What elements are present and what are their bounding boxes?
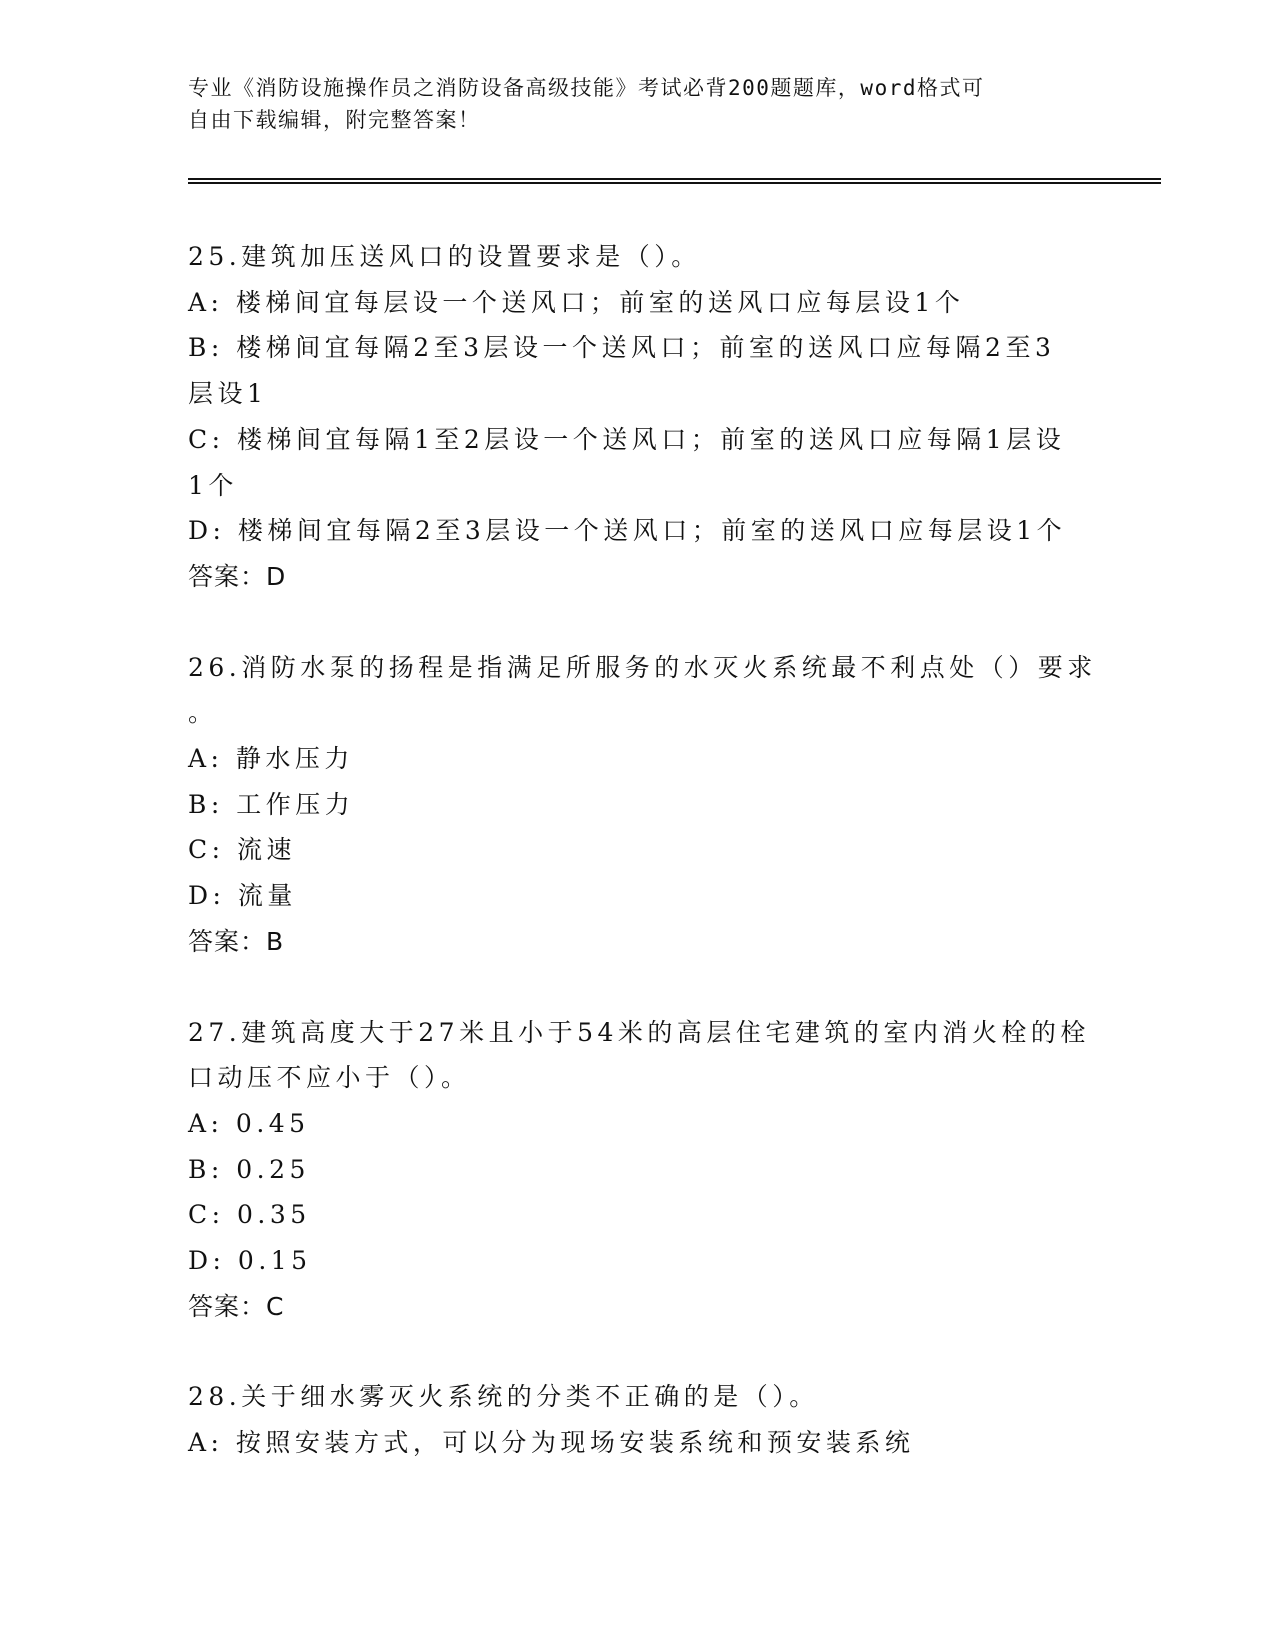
answer-line: 答案：D: [188, 561, 287, 591]
answer-line: 答案：B: [188, 926, 285, 956]
question-list: [188, 234, 1097, 1466]
option-b-continued: 层设1: [188, 379, 268, 409]
question-25: [188, 234, 1088, 600]
question-27: [188, 1010, 1088, 1330]
option-c: C: 楼梯间宜每隔1至2层设一个送风口；前室的送风口应每隔1层设: [188, 424, 1066, 454]
question-28: [188, 1374, 1088, 1465]
question-stem: 26.消防水泵的扬程是指满足所服务的水灭火系统最不利点处（）要求: [188, 652, 1097, 682]
question-stem: 28.关于细水雾灭火系统的分类不正确的是（）。: [188, 1382, 819, 1412]
spacer: [188, 965, 1088, 1010]
spacer: [188, 1329, 1088, 1374]
option-d: D: 流量: [188, 881, 297, 911]
option-b: B: 0.25: [188, 1154, 310, 1184]
question-stem: 27.建筑高度大于27米且小于54米的高层住宅建筑的室内消火栓的栓: [188, 1017, 1090, 1047]
option-d: D: 楼梯间宜每隔2至3层设一个送风口；前室的送风口应每层设1个: [188, 516, 1067, 546]
option-b: B: 工作压力: [188, 789, 355, 819]
option-a: A: 静水压力: [188, 744, 354, 774]
question-stem-continued: 口动压不应小于（）。: [188, 1063, 471, 1093]
question-stem-continued: 。: [188, 698, 218, 728]
question-stem: 25.建筑加压送风口的设置要求是（）。: [188, 242, 701, 271]
answer-line: 答案：C: [188, 1291, 285, 1321]
header-title-line-1: 专业《消防设施操作员之消防设备高级技能》考试必背200题题库，word格式可: [188, 76, 985, 100]
option-c: C: 流速: [188, 835, 296, 865]
spacer: [188, 600, 1088, 645]
option-c: C: 0.35: [188, 1200, 311, 1230]
option-c-continued: 1个: [188, 470, 238, 500]
option-d: D: 0.15: [188, 1246, 312, 1276]
option-a: A: 楼梯间宜每层设一个送风口；前室的送风口应每层设1个: [188, 287, 965, 317]
option-a: A: 0.45: [188, 1108, 310, 1138]
document-header: [188, 72, 1088, 136]
option-a: A: 按照安装方式，可以分为现场安装系统和预安装系统: [188, 1428, 915, 1458]
question-26: [188, 645, 1097, 965]
header-divider: [188, 178, 1161, 184]
header-title-line-2: 自由下载编辑，附完整答案！: [188, 108, 481, 132]
option-b: B: 楼梯间宜每隔2至3层设一个送风口；前室的送风口应每隔2至3: [188, 333, 1056, 363]
